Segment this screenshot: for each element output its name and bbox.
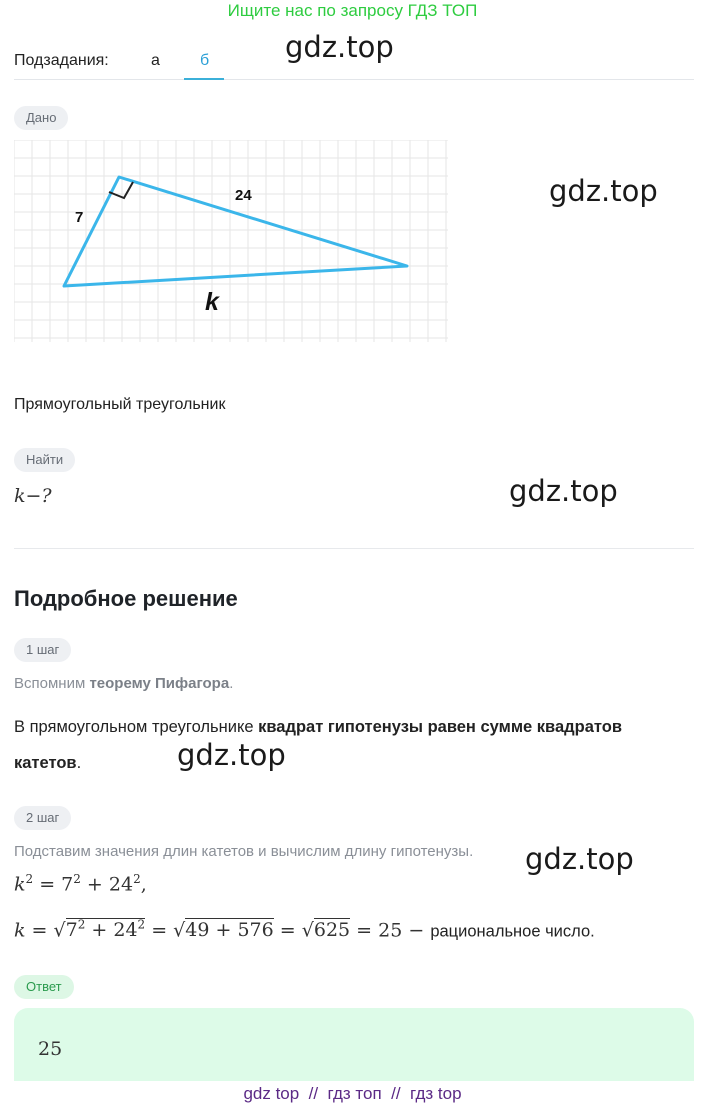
equation-1: $k^2 = 7^2 + 24^2$, — [14, 872, 147, 896]
solution-title: Подробное решение — [14, 586, 238, 611]
watermark: gdz.top — [525, 842, 634, 876]
step1-text-bold: квадрат гипотенузы равен сумме квадратов — [258, 718, 622, 736]
equation-2: $k = √7^2 + 24^2 = √49 + 576 = √625 = 25$ − рациональное число. — [14, 918, 595, 942]
subtasks-label: Подзадания: — [14, 52, 109, 69]
answer-box — [14, 1008, 694, 1088]
equation-comment: рациональное число. — [430, 922, 595, 941]
section-divider — [14, 548, 694, 549]
leg-short-label: 7 — [75, 209, 84, 226]
active-tab-indicator — [184, 78, 224, 80]
find-badge: Найти — [14, 448, 75, 472]
triangle-svg — [14, 140, 448, 342]
step2-hint: Подставим значения длин катетов и вычислим длину гипотенузы. — [14, 843, 474, 860]
step1-text: В прямоугольном треугольнике квадрат гипотенузы равен сумме квадратов катетов. — [14, 718, 622, 772]
subtask-tab-a[interactable]: а — [151, 52, 160, 69]
subtask-tab-b[interactable]: б — [200, 52, 210, 69]
step2-badge: 2 шаг — [14, 806, 71, 830]
hypotenuse-label: k — [205, 288, 219, 316]
footer-links[interactable]: gdz top // гдз топ // гдз top — [0, 1081, 705, 1108]
find-expression: k−? — [14, 485, 52, 507]
step1-text-bold-2: катетов — [14, 754, 77, 772]
step1-hint-bold: теорему Пифагора — [89, 675, 230, 692]
given-description: Прямоугольный треугольник — [14, 396, 226, 413]
given-badge: Дано — [14, 106, 68, 130]
answer-value: 25 — [38, 1038, 63, 1060]
step1-hint: Вспомним теорему Пифагора. — [14, 675, 234, 692]
leg-long-label: 24 — [235, 187, 252, 204]
answer-badge: Ответ — [14, 975, 74, 999]
watermark: gdz.top — [549, 174, 658, 208]
watermark: gdz.top — [177, 738, 286, 772]
step1-badge: 1 шаг — [14, 638, 71, 662]
watermark: gdz.top — [509, 474, 618, 508]
triangle-figure — [14, 140, 448, 342]
search-banner: Ищите нас по запросу ГДЗ ТОП — [227, 1, 478, 20]
watermark: gdz.top — [285, 30, 394, 64]
